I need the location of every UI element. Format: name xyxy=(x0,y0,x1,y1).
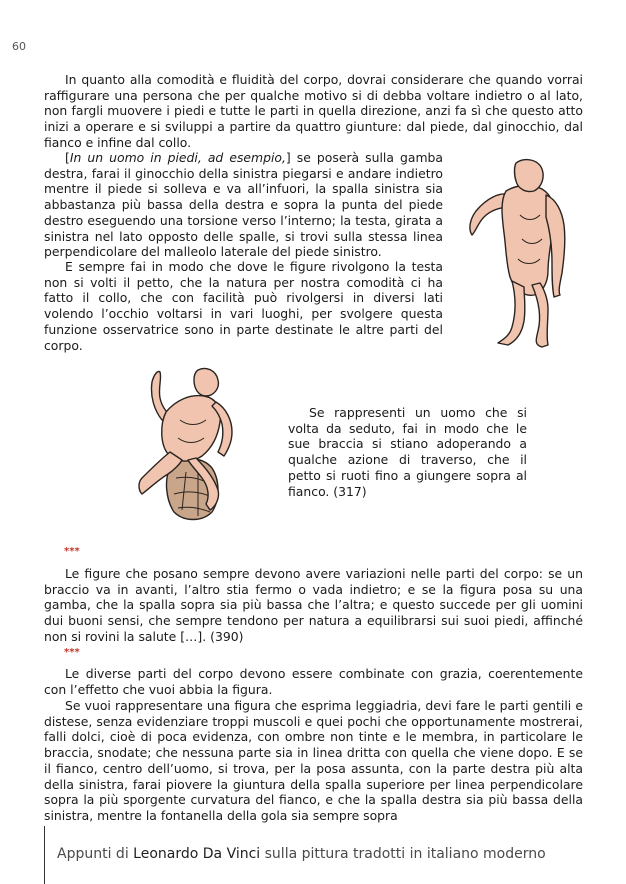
footer-prefix: Appunti di xyxy=(57,846,134,862)
paragraph-3: E sempre fai in modo che dove le figure rivolgono la testa non si volti il petto, che la natura per nostra comodità ci ha fatto il collo, che con facilità può rivolgersi in diversi lati volendo l’occhio voltarsi in vari luoghi, per svolgere questa funzione osservatrice sono in parte destinate le altre parti del corpo. xyxy=(44,259,443,353)
para2-bracket: [ xyxy=(65,150,70,165)
para2-rest: ] se poserà sulla gamba destra, farai il ginocchio della sinistra piegarsi e andare indietro mentre il piede si solleva e va all’infuori, la spalla sinistra sia abbastanza più bassa della destra e sopra la punta del piede destro eseguendo una torsione verso l’interno; la testa, girata a sinistra nel lato opposto delle spalle, si trovi sulla stessa linea perpendicolare del malleolo laterale del piede sinistro. xyxy=(44,150,443,260)
paragraph-5: Le figure che posano sempre devono avere variazioni nelle parti del corpo: se un braccio va in avanti, l’altro stia fermo o vada indietro; e se la figura posa su una gamba, che la spalla sopra sia più bassa che l’altra; e questo succede per gli uomini dui buoni sensi, che sempre tendono per natura a equilibrarsi sui suoi piedi, affinché non si rovini la salute […]. (390) xyxy=(44,566,583,644)
paragraph-1: In quanto alla comodità e fluidità del corpo, dovrai considerare che quando vorrai raffigurare una persona che per qualche motivo si di debba voltare indietro o al lato, non fargli muovere i piedi e tutte le parti in quella direzione, anzi fa sì che questo atto inizi a operare e si sviluppi a partire da quattro giunture: dal piede, dal ginocchio, dal fianco e infine dal collo. xyxy=(44,72,583,150)
footer-title xyxy=(57,846,546,862)
footer-author: Leonardo Da Vinci xyxy=(133,846,261,862)
footer-suffix: sulla pittura tradotti in italiano moderno xyxy=(260,846,546,862)
para2-italic: In un uomo in piedi, ad esempio, xyxy=(69,150,286,165)
paragraph-7: Se vuoi rappresentare una figura che esprima leggiadria, devi fare le parti gentili e distese, senza evidenziare troppi muscoli e quei pochi che opportunamente mostrerai, falli dolci, cioè di poca evidenza, con ombre non tinte e le membra, in particolare le braccia, snodate; che nessuna parte sia in linea dritta con quella che viene dopo. E se il fianco, centro dell’uomo, si trova, per la posa assunta, con la parte destra più alta della sinistra, farai piovere la giuntura della spalla superiore per linea perpendicolare sopra la più sporgente curvatura del fianco, e che la spalla destra sia più bassa della sinistra, mentre la fontanella della gola sia sempre sopra xyxy=(44,698,583,823)
paragraph-6: Le diverse parti del corpo devono essere combinate con grazia, coerentemente con l’effetto che vuoi abbia la figura. xyxy=(44,666,583,697)
standing-figure-drawing xyxy=(462,155,574,350)
seated-figure-drawing xyxy=(132,360,252,525)
separator-2: *** xyxy=(64,647,80,658)
separator-1: *** xyxy=(64,546,80,557)
footer-rule xyxy=(44,826,45,884)
paragraph-4: Se rappresenti un uomo che si volta da seduto, fai in modo che le sue braccia si stiano adoperando a qualche azione di traverso, che il petto si ruoti fino a giungere sopra al fianco. (317) xyxy=(288,405,527,499)
paragraph-2 xyxy=(44,150,443,260)
page-number: 60 xyxy=(12,40,26,53)
